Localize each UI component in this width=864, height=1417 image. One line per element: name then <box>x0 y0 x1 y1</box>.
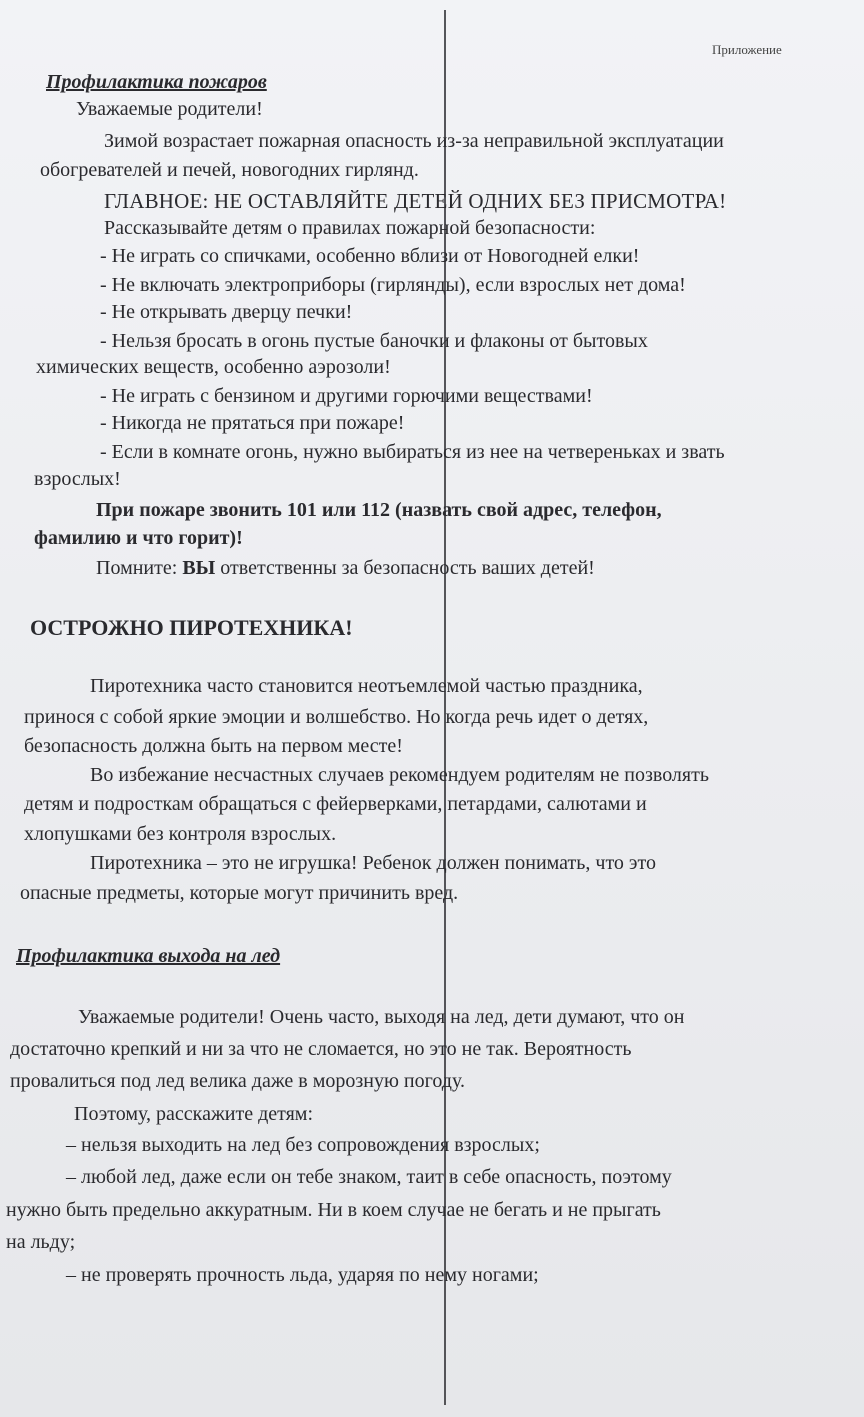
pyro-p2-line-1: Во избежание несчастных случаев рекомендуем родителям не позволять <box>90 764 709 786</box>
pyro-p1-line-3: безопасность должна быть на первом месте! <box>24 735 403 757</box>
ice-heading: Профилактика выхода на лед <box>16 945 281 967</box>
ice-item-2-line-3: на льду; <box>6 1231 76 1253</box>
fire-remember-suffix: ответственны за безопасность ваших детей! <box>215 557 595 579</box>
appendix-label: Приложение <box>712 42 782 57</box>
pyro-p1-line-1: Пиротехника часто становится неотъемлемой частью праздника, <box>90 675 643 697</box>
pyro-p3-line-2: опасные предметы, которые могут причинить вред. <box>20 882 459 904</box>
ice-item-3: – не проверять прочность льда, ударяя по нему ногами; <box>66 1264 539 1286</box>
pyro-p2-line-2: детям и подросткам обращаться с фейерверками, петардами, салютами и <box>24 793 647 815</box>
fire-heading: Профилактика пожаров <box>46 71 267 93</box>
pyro-p2-line-3: хлопушками без контроля взрослых. <box>24 823 337 845</box>
pyro-p3-line-1: Пиротехника – это не игрушка! Ребенок должен понимать, что это <box>90 852 656 874</box>
ice-item-2-line-2: нужно быть предельно аккуратным. Ни в коем случае не бегать и не прыгать <box>6 1199 661 1221</box>
fire-rule-3: - Не открывать дверцу печки! <box>100 301 353 323</box>
ice-p1-line-1: Уважаемые родители! Очень часто, выходя на лед, дети думают, что он <box>78 1006 685 1028</box>
fire-rule-1: - Не играть со спичками, особенно вблизи от Новогодней елки! <box>100 245 640 267</box>
fire-rule-7-line-1: - Если в комнате огонь, нужно выбираться из нее на четвереньках и звать <box>100 441 725 463</box>
ice-p1-line-3: провалиться под лед велика даже в морозную погоду. <box>10 1070 465 1092</box>
fire-intro-line-1: Зимой возрастает пожарная опасность из-за неправильной эксплуатации <box>104 130 724 152</box>
fire-remember-bold: ВЫ <box>182 557 216 579</box>
fire-remember <box>96 556 595 580</box>
ice-item-2-line-1: – любой лед, даже если он тебе знаком, таит в себе опасность, поэтому <box>66 1166 672 1188</box>
fire-rule-6: - Никогда не прятаться при пожаре! <box>100 412 405 434</box>
fire-call-line-2: фамилию и что горит)! <box>34 527 243 549</box>
fire-remember-prefix: Помните: <box>96 557 183 579</box>
ice-p1-line-2: достаточно крепкий и ни за что не сломается, но это не так. Вероятность <box>10 1038 632 1060</box>
fire-rule-5: - Не играть с бензином и другими горючими веществами! <box>100 385 593 407</box>
pyro-heading: ОСТРОЖНО ПИРОТЕХНИКА! <box>30 615 353 640</box>
ice-item-1: – нельзя выходить на лед без сопровождения взрослых; <box>66 1134 540 1156</box>
fire-intro-line-2: обогревателей и печей, новогодних гирлянд. <box>40 159 419 181</box>
fire-call-line-1: При пожаре звонить 101 или 112 (назвать свой адрес, телефон, <box>96 499 662 521</box>
fire-rule-4-line-2: химических веществ, особенно аэрозоли! <box>36 356 391 378</box>
fire-rule-7-line-2: взрослых! <box>34 468 121 490</box>
fire-rule-4-line-1: - Нельзя бросать в огонь пустые баночки и флаконы от бытовых <box>100 330 648 352</box>
fire-warning: ГЛАВНОЕ: НЕ ОСТАВЛЯЙТЕ ДЕТЕЙ ОДНИХ БЕЗ ПРИСМОТРА! <box>104 189 727 213</box>
pyro-p1-line-2: принося с собой яркие эмоции и волшебство. Но когда речь идет о детях, <box>24 706 649 728</box>
fire-greeting: Уважаемые родители! <box>76 98 263 120</box>
ice-p2: Поэтому, расскажите детям: <box>74 1103 314 1125</box>
fire-rule-2: - Не включать электроприборы (гирлянды), если взрослых нет дома! <box>100 274 686 296</box>
fire-rules-intro: Рассказывайте детям о правилах пожарной безопасности: <box>104 217 596 239</box>
